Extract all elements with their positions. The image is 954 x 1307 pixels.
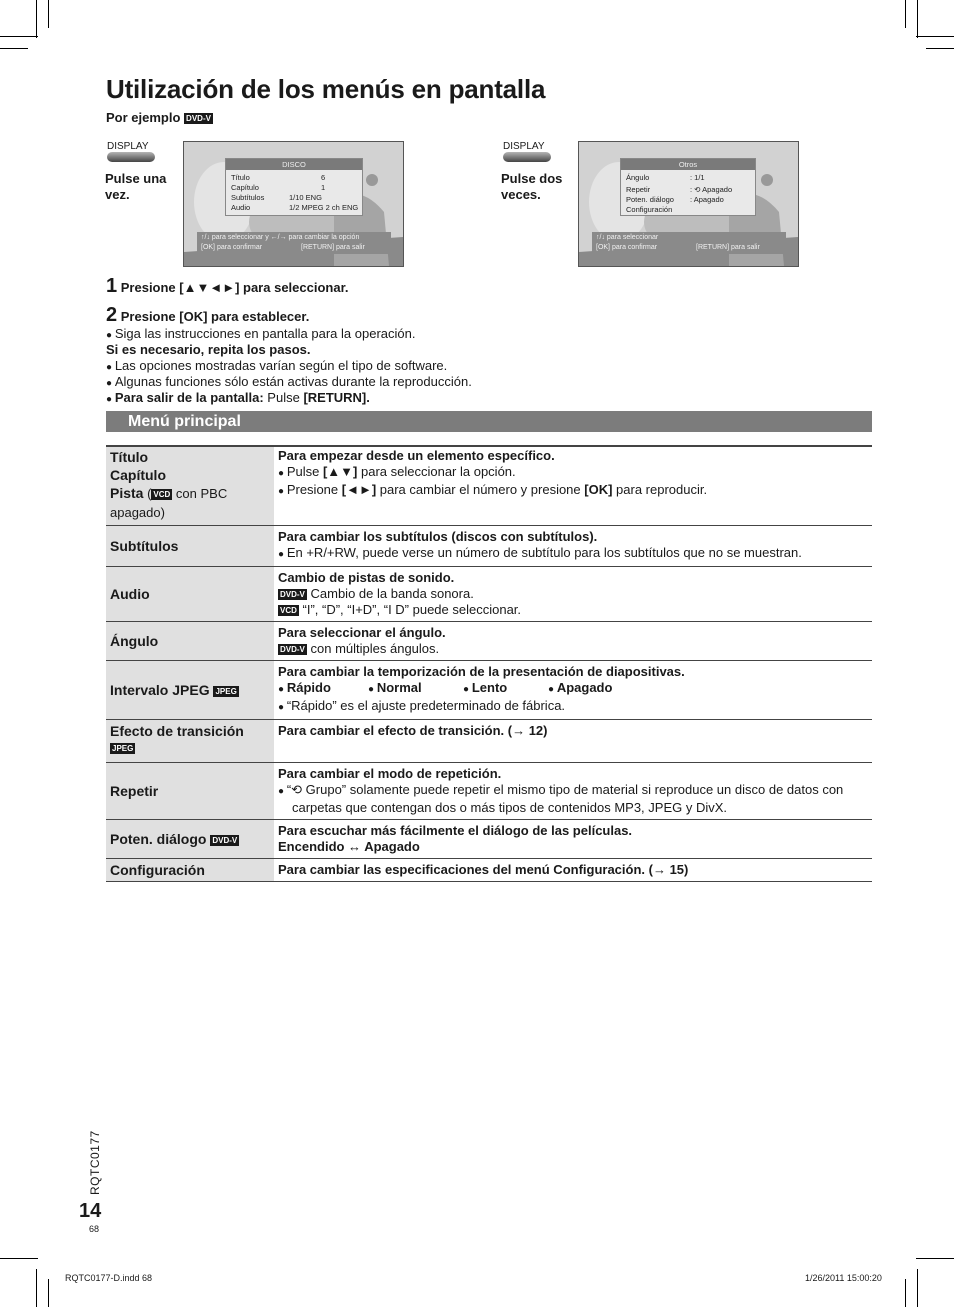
print-date: 1/26/2011 15:00:20: [805, 1273, 882, 1283]
table-row: [106, 526, 872, 567]
section-header: [106, 411, 872, 432]
interval-options: ● Rápido● Normal● Lento● Apagado: [278, 680, 868, 698]
exit-note: ● Para salir de la pantalla: Pulse [RETURN].: [106, 390, 370, 405]
crop-mark: [0, 36, 38, 37]
help-bar: [592, 232, 786, 254]
menu-row-label: Repetir: [626, 185, 651, 194]
table-row: [106, 820, 872, 859]
row-label: Configuración: [106, 859, 274, 882]
crop-mark: [905, 0, 906, 28]
help-line: [OK] para confirmar [RETURN] para salir: [201, 244, 365, 251]
vcd-badge: VCD: [153, 489, 171, 499]
document-code: RQTC0177: [88, 1130, 102, 1195]
crop-mark: [916, 36, 954, 37]
table-row: [106, 763, 872, 820]
note-item: ● Las opciones mostradas varían según el tipo de software.: [106, 358, 447, 373]
menu-row-label: Audio: [231, 203, 251, 212]
menu-row-value: 6: [321, 173, 326, 182]
menu-row: [626, 185, 733, 194]
row-description: Para cambiar las especificaciones del menú Configuración. (→ 15): [274, 859, 872, 882]
menu-row-label: Ángulo: [626, 173, 650, 182]
page-title: Utilización de los menús en pantalla: [106, 74, 546, 104]
display-button-2: [503, 141, 551, 162]
jpeg-badge: JPEG: [112, 743, 134, 753]
display-button-icon: [503, 152, 551, 162]
menu-row-value: : 1/1: [690, 173, 705, 182]
display-button-1: [107, 141, 155, 162]
menu-row-label: Poten. diálogo: [626, 195, 674, 204]
jpeg-badge: JPEG: [215, 686, 237, 696]
row-label: Audio: [106, 567, 274, 622]
table-row: [106, 720, 872, 763]
step-1: [106, 275, 349, 298]
row-description: Para cambiar los subtítulos (discos con subtítulos). ● En +R/+RW, puede verse un número de subtítulo para los subtítulos que no se muestran.: [274, 526, 872, 567]
dvd-v-badge: DVD-V: [280, 590, 305, 600]
menu-row: [231, 203, 359, 212]
menu-row-value: 1: [321, 183, 326, 192]
menu-row-value: 1/2 MPEG 2 ch ENG: [289, 203, 359, 212]
menu-row-label: Título: [231, 173, 250, 182]
crop-mark: [48, 0, 49, 28]
step-number: 2: [106, 304, 118, 326]
display-button-label: DISPLAY: [503, 141, 545, 152]
row-label: Poten. diálogo DVD-V: [106, 820, 274, 859]
menu-row: [626, 173, 705, 182]
crop-mark: [36, 0, 37, 38]
row-label: Subtítulos: [106, 526, 274, 567]
menu-row: [231, 193, 322, 202]
row-label: Ángulo: [106, 622, 274, 661]
others-menu: [620, 158, 756, 216]
row-description: Para empezar desde un elemento específico. ● Pulse [▲▼] para seleccionar la opción. ● Presione [◄►] para cambiar el número y presione [OK] para reproducir.: [274, 446, 872, 526]
dvd-v-badge: DVD-V: [212, 835, 238, 845]
page-number-small: 68: [89, 1224, 100, 1234]
instruction-1: Pulse una vez.: [105, 171, 167, 202]
row-description: Para cambiar la temporización de la presentación de diapositivas. ● Rápido● Normal● Lento● Apagado ● “Rápido” es el ajuste predeterminado de fábrica.: [274, 661, 872, 720]
section-title: Menú principal: [128, 413, 241, 430]
screen-example-2: [578, 141, 799, 267]
table-row: [106, 661, 872, 720]
instruction-2: Pulse dos veces.: [501, 171, 563, 202]
file-name: RQTC0177-D.indd 68: [65, 1273, 153, 1283]
table-row: [106, 567, 872, 622]
row-description: Para seleccionar el ángulo. DVD-V con múltiples ángulos.: [274, 622, 872, 661]
help-line: [OK] para confirmar [RETURN] para salir: [596, 244, 760, 251]
table-row: [106, 446, 872, 526]
menu-row-label: Capítulo: [231, 183, 259, 192]
row-description: Para cambiar el efecto de transición. (→ 12): [274, 720, 872, 763]
note-item: ● Algunas funciones sólo están activas durante la reproducción.: [106, 374, 472, 389]
menu-row: [231, 183, 326, 192]
step-text: Presione [OK] para establecer.: [120, 309, 310, 324]
help-line: ↑/↓ para seleccionar: [596, 234, 659, 241]
row-label: Título Capítulo Pista ( VCD con PBC apagado): [106, 446, 274, 526]
vcd-badge: VCD: [280, 606, 297, 616]
display-button-label: DISPLAY: [107, 141, 149, 152]
row-label: Intervalo JPEG JPEG: [106, 661, 274, 720]
table-row: [106, 859, 872, 882]
dvd-v-badge: DVD-V: [280, 645, 305, 655]
step-2: [106, 304, 309, 327]
menu-header: Otros: [621, 159, 755, 170]
menu-row: [626, 205, 672, 214]
crop-mark: [0, 1258, 38, 1259]
row-label: Efecto de transición JPEG: [106, 720, 274, 763]
crop-mark: [36, 1269, 37, 1307]
menu-row-value: 1/10 ENG: [289, 193, 322, 202]
crop-mark: [916, 1258, 954, 1259]
menu-header: DISCO: [226, 159, 362, 170]
repeat-note: Si es necesario, repita los pasos.: [106, 342, 311, 357]
main-menu-table: [106, 445, 872, 882]
menu-row-label: Configuración: [626, 205, 673, 214]
step-number: 1: [106, 275, 118, 297]
table-row: [106, 622, 872, 661]
step-text: Presione [▲▼◄►] para seleccionar.: [120, 280, 349, 295]
row-description: Para escuchar más fácilmente el diálogo de las películas. Encendido ↔ Apagado: [274, 820, 872, 859]
display-button-icon: [107, 152, 155, 162]
example-label-row: [106, 110, 213, 125]
menu-row: [231, 173, 326, 182]
crop-mark: [926, 48, 954, 49]
step-2-bullet: ● Siga las instrucciones en pantalla para la operación.: [106, 326, 415, 341]
help-bar: [197, 232, 391, 254]
disc-menu: [225, 158, 363, 216]
menu-row-value: : ⟲ Apagado: [690, 185, 733, 194]
page-number: 14: [79, 1200, 102, 1222]
menu-row-label: Subtítulos: [231, 193, 265, 202]
row-label: Repetir: [106, 763, 274, 820]
help-line: ↑/↓ para seleccionar y ←/→ para cambiar la opción: [201, 234, 360, 241]
example-label: Por ejemplo: [106, 110, 181, 125]
menu-row: [626, 195, 724, 204]
menu-row-value: : Apagado: [690, 195, 724, 204]
crop-mark: [917, 1269, 918, 1307]
crop-mark: [905, 1279, 906, 1307]
row-description: Para cambiar el modo de repetición. ● “⟲ Grupo” solamente puede repetir el mismo tipo de material si reproduce un disco de datos con carpetas que contengan dos o más tipos de contenidos MP3, JPEG y DivX.: [274, 763, 872, 820]
crop-mark: [0, 48, 28, 49]
crop-mark: [917, 0, 918, 38]
screen-example-1: [183, 141, 404, 267]
crop-mark: [48, 1279, 49, 1307]
row-description: Cambio de pistas de sonido. DVD-V Cambio de la banda sonora. VCD “I”, “D”, “I+D”, “I D” puede seleccionar.: [274, 567, 872, 622]
dvd-v-badge: DVD-V: [186, 114, 211, 124]
